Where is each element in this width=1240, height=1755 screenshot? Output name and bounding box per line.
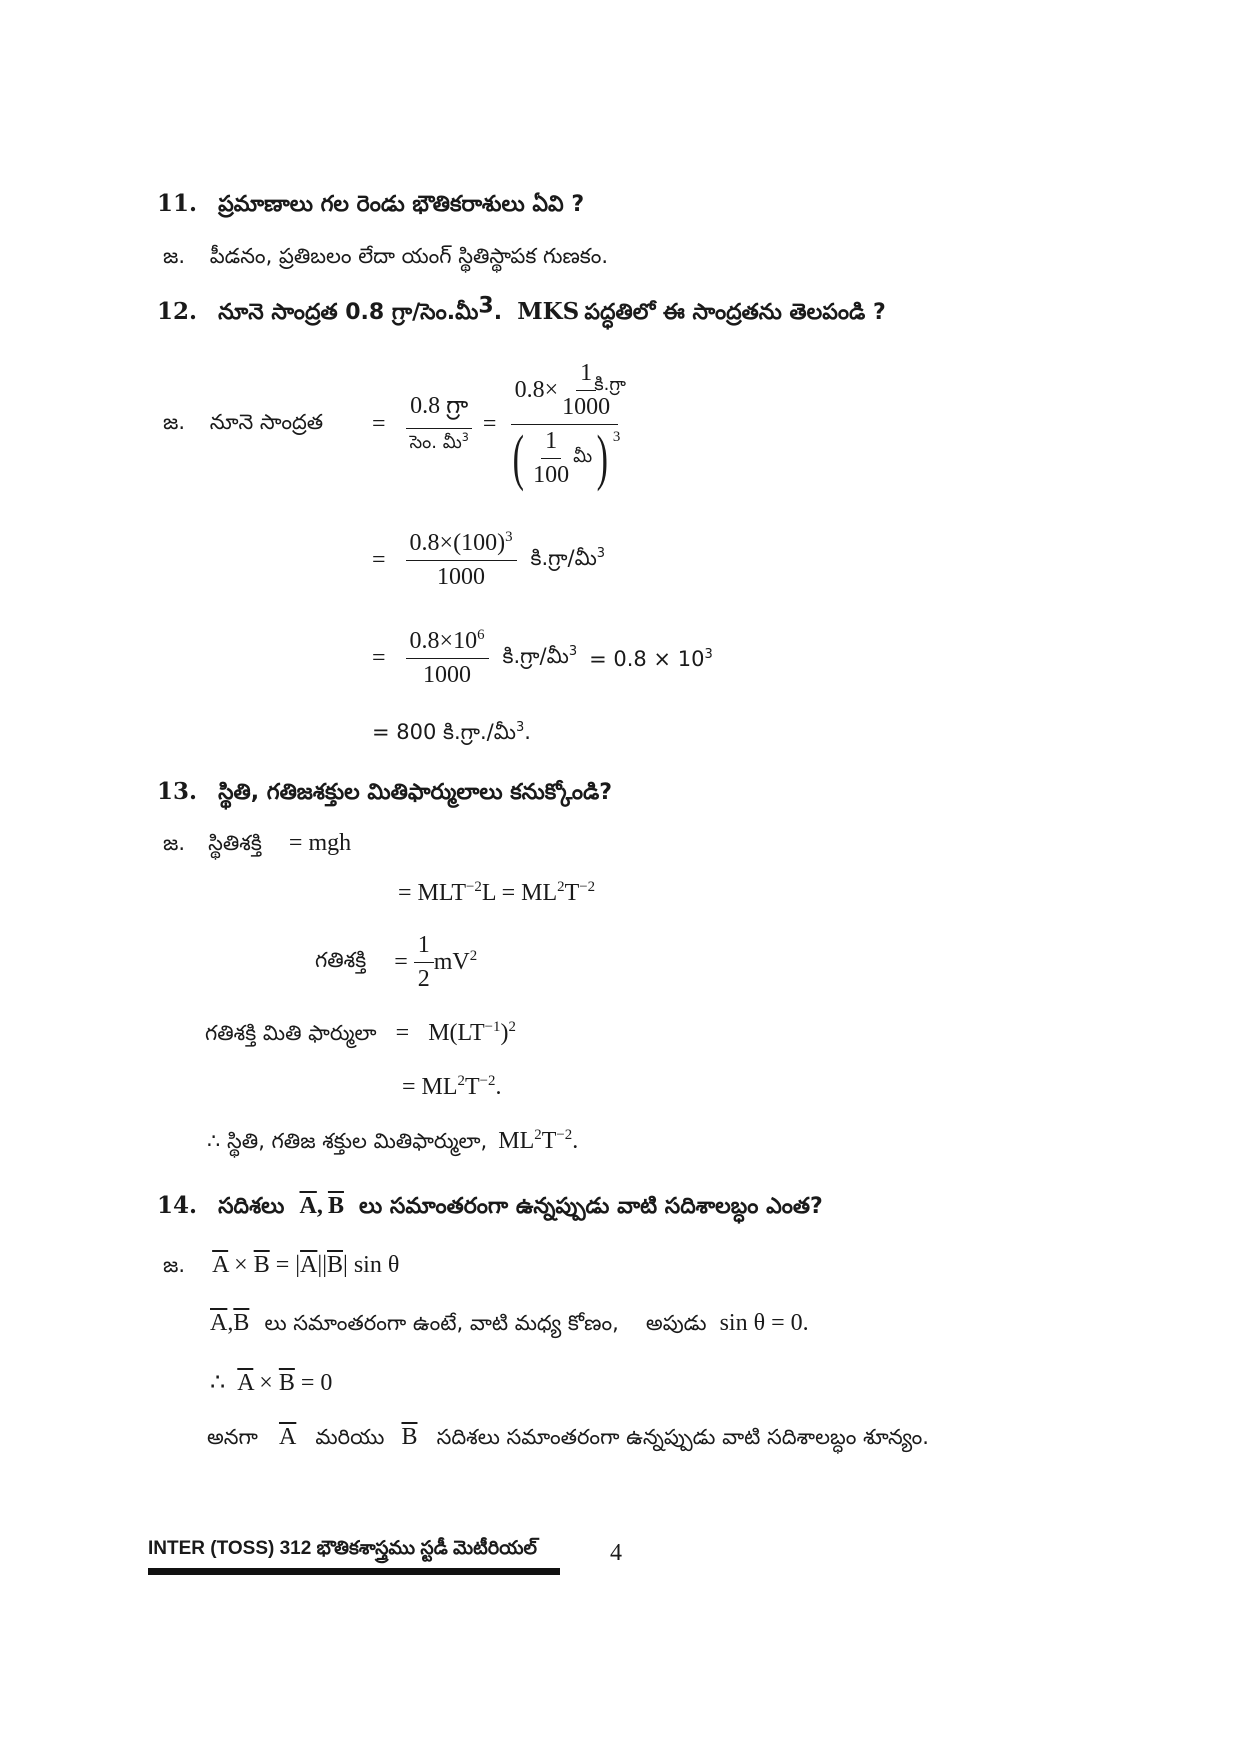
question-13 [157, 778, 612, 810]
line-text: లు సమాంతరంగా ఉంటే, వాటి మధ్య కోణం, [264, 1311, 619, 1335]
question-text-c: పద్ధతిలో ఈ సాంద్రతను తెలపండి ? [584, 300, 886, 325]
question-number: 14. [157, 1192, 198, 1219]
q14-line-3 [210, 1368, 332, 1397]
unit-kg: కి.గ్రా [594, 374, 626, 395]
dim-part: ML [498, 1128, 535, 1154]
answer-label: జ. [163, 244, 186, 268]
vector-a: $\overline{A}$ [210, 1310, 228, 1336]
fraction-3-numerator: 0.8×(100) [409, 530, 506, 556]
equals: = [372, 645, 386, 671]
superscript: 3 [478, 293, 494, 319]
unit-meter: మీ [573, 446, 593, 467]
equals: = [372, 411, 386, 437]
superscript: −2 [579, 879, 596, 895]
conclusion-formula [498, 1128, 578, 1154]
question-number: 13. [157, 778, 198, 805]
inner-den-denominator: 100 [533, 462, 570, 488]
fraction-2: 0.8× $\frac{1}{1000}$ ( $\frac{1}{100}$ మీ ) $^3$ [504, 360, 624, 489]
formula [212, 1252, 399, 1278]
question-text-b: లు సమాంతరంగా ఉన్నప్పుడు వాటి సదిశాలబ్ధం ఎంత? [359, 1194, 823, 1219]
answer-label: జ. [163, 1253, 186, 1277]
superscript: 3 [704, 646, 713, 662]
equals: = [394, 949, 408, 975]
result-text: = 800 కి.గ్రా./మీ [372, 720, 516, 744]
cross-symbol: × [259, 1370, 273, 1396]
rhs-text: = 0.8 × 10 [589, 646, 705, 671]
question-14 [157, 1192, 823, 1224]
unit-text: కి.గ్రా/మీ [502, 643, 569, 668]
inner-den-numerator: 1 [545, 428, 558, 454]
cross-product-formula [163, 1252, 399, 1283]
unit [531, 546, 606, 576]
pe-line [163, 830, 351, 861]
right-paren: ) [596, 423, 609, 492]
equals: = [372, 547, 386, 573]
superscript: −2 [556, 1127, 573, 1143]
half-fraction [414, 932, 434, 993]
vector-a: $\overline{A}$ [212, 1252, 229, 1278]
superscript: 3 [505, 529, 513, 545]
half-denominator: 2 [417, 966, 430, 992]
unit-text: కి.గ్రా/మీ [530, 545, 597, 570]
line-text: సదిశలు సమాంతరంగా ఉన్నప్పుడు వాటి సదిశాలబ్ధం శూన్యం. [436, 1425, 929, 1449]
density-formula-2 [372, 530, 605, 591]
dim-part: T [464, 1074, 480, 1100]
vector-a: $\overline{A}$ [237, 1370, 254, 1396]
question-text: ప్రమాణాలు గల రెండు భౌతికరాశులు ఏవి ? [218, 192, 585, 217]
footer-title: INTER (TOSS) 312 భౌతికశాస్త్రము స్టడీ మెటీరియల్ [148, 1538, 537, 1559]
answer-11 [163, 244, 608, 274]
fraction-1-denominator: సెం. మీ [409, 432, 462, 453]
result-end: . [524, 720, 531, 744]
mks-label: MKS [517, 298, 580, 325]
inner-den-fraction [529, 428, 573, 489]
ke-dimension-result [402, 1074, 501, 1101]
line-text: మరియు [315, 1425, 385, 1449]
half-numerator: 1 [417, 932, 430, 958]
inner-numerator: 1 [580, 360, 593, 386]
dim-part: M(LT [428, 1020, 485, 1046]
then-text: అపుడు [645, 1311, 707, 1335]
superscript: 6 [477, 627, 485, 643]
superscript: 3 [515, 720, 525, 735]
vector-a: $\overline{A}$ [278, 1424, 297, 1450]
ke-dimension-line [205, 1020, 516, 1051]
formula-part: = | [275, 1252, 301, 1278]
answer-lhs: నూనె సాంద్రత [209, 410, 324, 434]
superscript: −2 [466, 879, 482, 895]
fraction-3 [406, 530, 517, 591]
fraction-1 [406, 392, 473, 457]
page-number: 4 [610, 1540, 622, 1566]
question-text-b: . [493, 300, 503, 325]
dim-part: ) [500, 1020, 509, 1046]
sine-equation: sin θ = 0. [719, 1310, 809, 1336]
vector-b: $\overline{B}$ [327, 1252, 344, 1278]
question-number: 11. [157, 190, 198, 217]
fraction-1-numerator: 0.8 గ్రా [410, 393, 469, 419]
ke-expr-text: mV [433, 949, 470, 975]
pe-formula: = mgh [288, 830, 352, 856]
dim-part: . [572, 1128, 579, 1154]
formula-part: | sin θ [343, 1252, 400, 1278]
superscript: 3 [596, 545, 606, 561]
cross-symbol: × [234, 1252, 248, 1278]
dim-part: . [495, 1074, 502, 1100]
q14-line-4 [207, 1424, 929, 1455]
vector-a: $\overline{A}$ [300, 1252, 318, 1278]
therefore-symbol: ∴ [210, 1370, 226, 1396]
equals: = [482, 411, 497, 437]
superscript: 2 [557, 879, 565, 895]
answer-12-label [163, 410, 323, 440]
dim-part: L = ML [481, 880, 558, 906]
q14-line-2 [210, 1310, 809, 1341]
superscript: 2 [508, 1019, 516, 1035]
rhs [589, 647, 713, 671]
fraction-4-denominator: 1000 [423, 662, 472, 688]
ke-dim-label: గతిశక్తి మితి ఫార్ములా [205, 1021, 377, 1045]
vector-b: $\overline{B}$ [278, 1370, 295, 1396]
comma: , [227, 1310, 234, 1336]
fraction-3-denominator: 1000 [437, 564, 486, 590]
answer-label: జ. [163, 831, 186, 855]
superscript: −1 [484, 1019, 501, 1035]
equals: = [395, 1020, 410, 1046]
density-formula-1 [372, 360, 626, 492]
ke-expr [434, 949, 477, 976]
question-11 [157, 190, 584, 222]
density-result [372, 720, 531, 750]
pe-dimension [398, 880, 595, 907]
ke-dim-formula [428, 1020, 516, 1046]
question-text-a: సదిశలు [218, 1194, 285, 1219]
dim-part: T [541, 1128, 557, 1154]
answer-label: జ. [163, 410, 186, 434]
inner-denominator: 1000 [562, 394, 611, 420]
dim-part: = MLT [398, 880, 466, 906]
ke-label: గతిశక్తి [315, 947, 367, 972]
result: = 0 [300, 1370, 333, 1396]
question-number: 12. [157, 298, 198, 325]
superscript: −2 [479, 1073, 496, 1089]
formula-part: || [317, 1252, 327, 1278]
density-formula-3 [372, 628, 713, 689]
comma: , [316, 1193, 323, 1219]
vector-b: $\overline{B}$ [253, 1252, 270, 1278]
superscript: 2 [457, 1073, 465, 1089]
vector-b: $\overline{B}$ [327, 1193, 344, 1219]
conclusion-text: ∴ స్థితి, గతిజ శక్తుల మితిఫార్ములా, [207, 1129, 488, 1153]
footer-rule [148, 1568, 560, 1575]
q13-conclusion [207, 1128, 578, 1159]
ke-line [315, 932, 477, 993]
question-text-a: నూనె సాంద్రత 0.8 గ్రా/సెం.మీ [218, 300, 479, 325]
superscript: 2 [469, 948, 478, 964]
left-paren: ( [513, 423, 525, 492]
pe-label: స్థితిశక్తి [208, 831, 262, 855]
vector-b: $\overline{B}$ [233, 1310, 250, 1336]
fraction-4 [406, 628, 489, 689]
question-12 [157, 293, 886, 330]
line-text: అనగా [207, 1425, 258, 1449]
superscript: 3 [461, 431, 469, 444]
unit [503, 644, 578, 674]
fraction-2-numerator: 0.8× [514, 377, 559, 403]
superscript: 3 [568, 643, 578, 659]
superscript: 2 [534, 1127, 542, 1143]
fraction-4-numerator: 0.8×10 [409, 628, 478, 654]
vector-b: $\overline{B}$ [401, 1424, 418, 1450]
dim-part: T [564, 880, 580, 906]
dim-part: = ML [402, 1074, 458, 1100]
vector-a: $\overline{A}$ [299, 1193, 317, 1219]
answer-text: పీడనం, ప్రతిబలం లేదా యంగ్ స్థితిస్థాపక గుణకం. [209, 244, 609, 268]
question-text: స్థితి, గతిజశక్తుల మితిఫార్ములాలు కనుక్కోండి? [218, 780, 613, 805]
